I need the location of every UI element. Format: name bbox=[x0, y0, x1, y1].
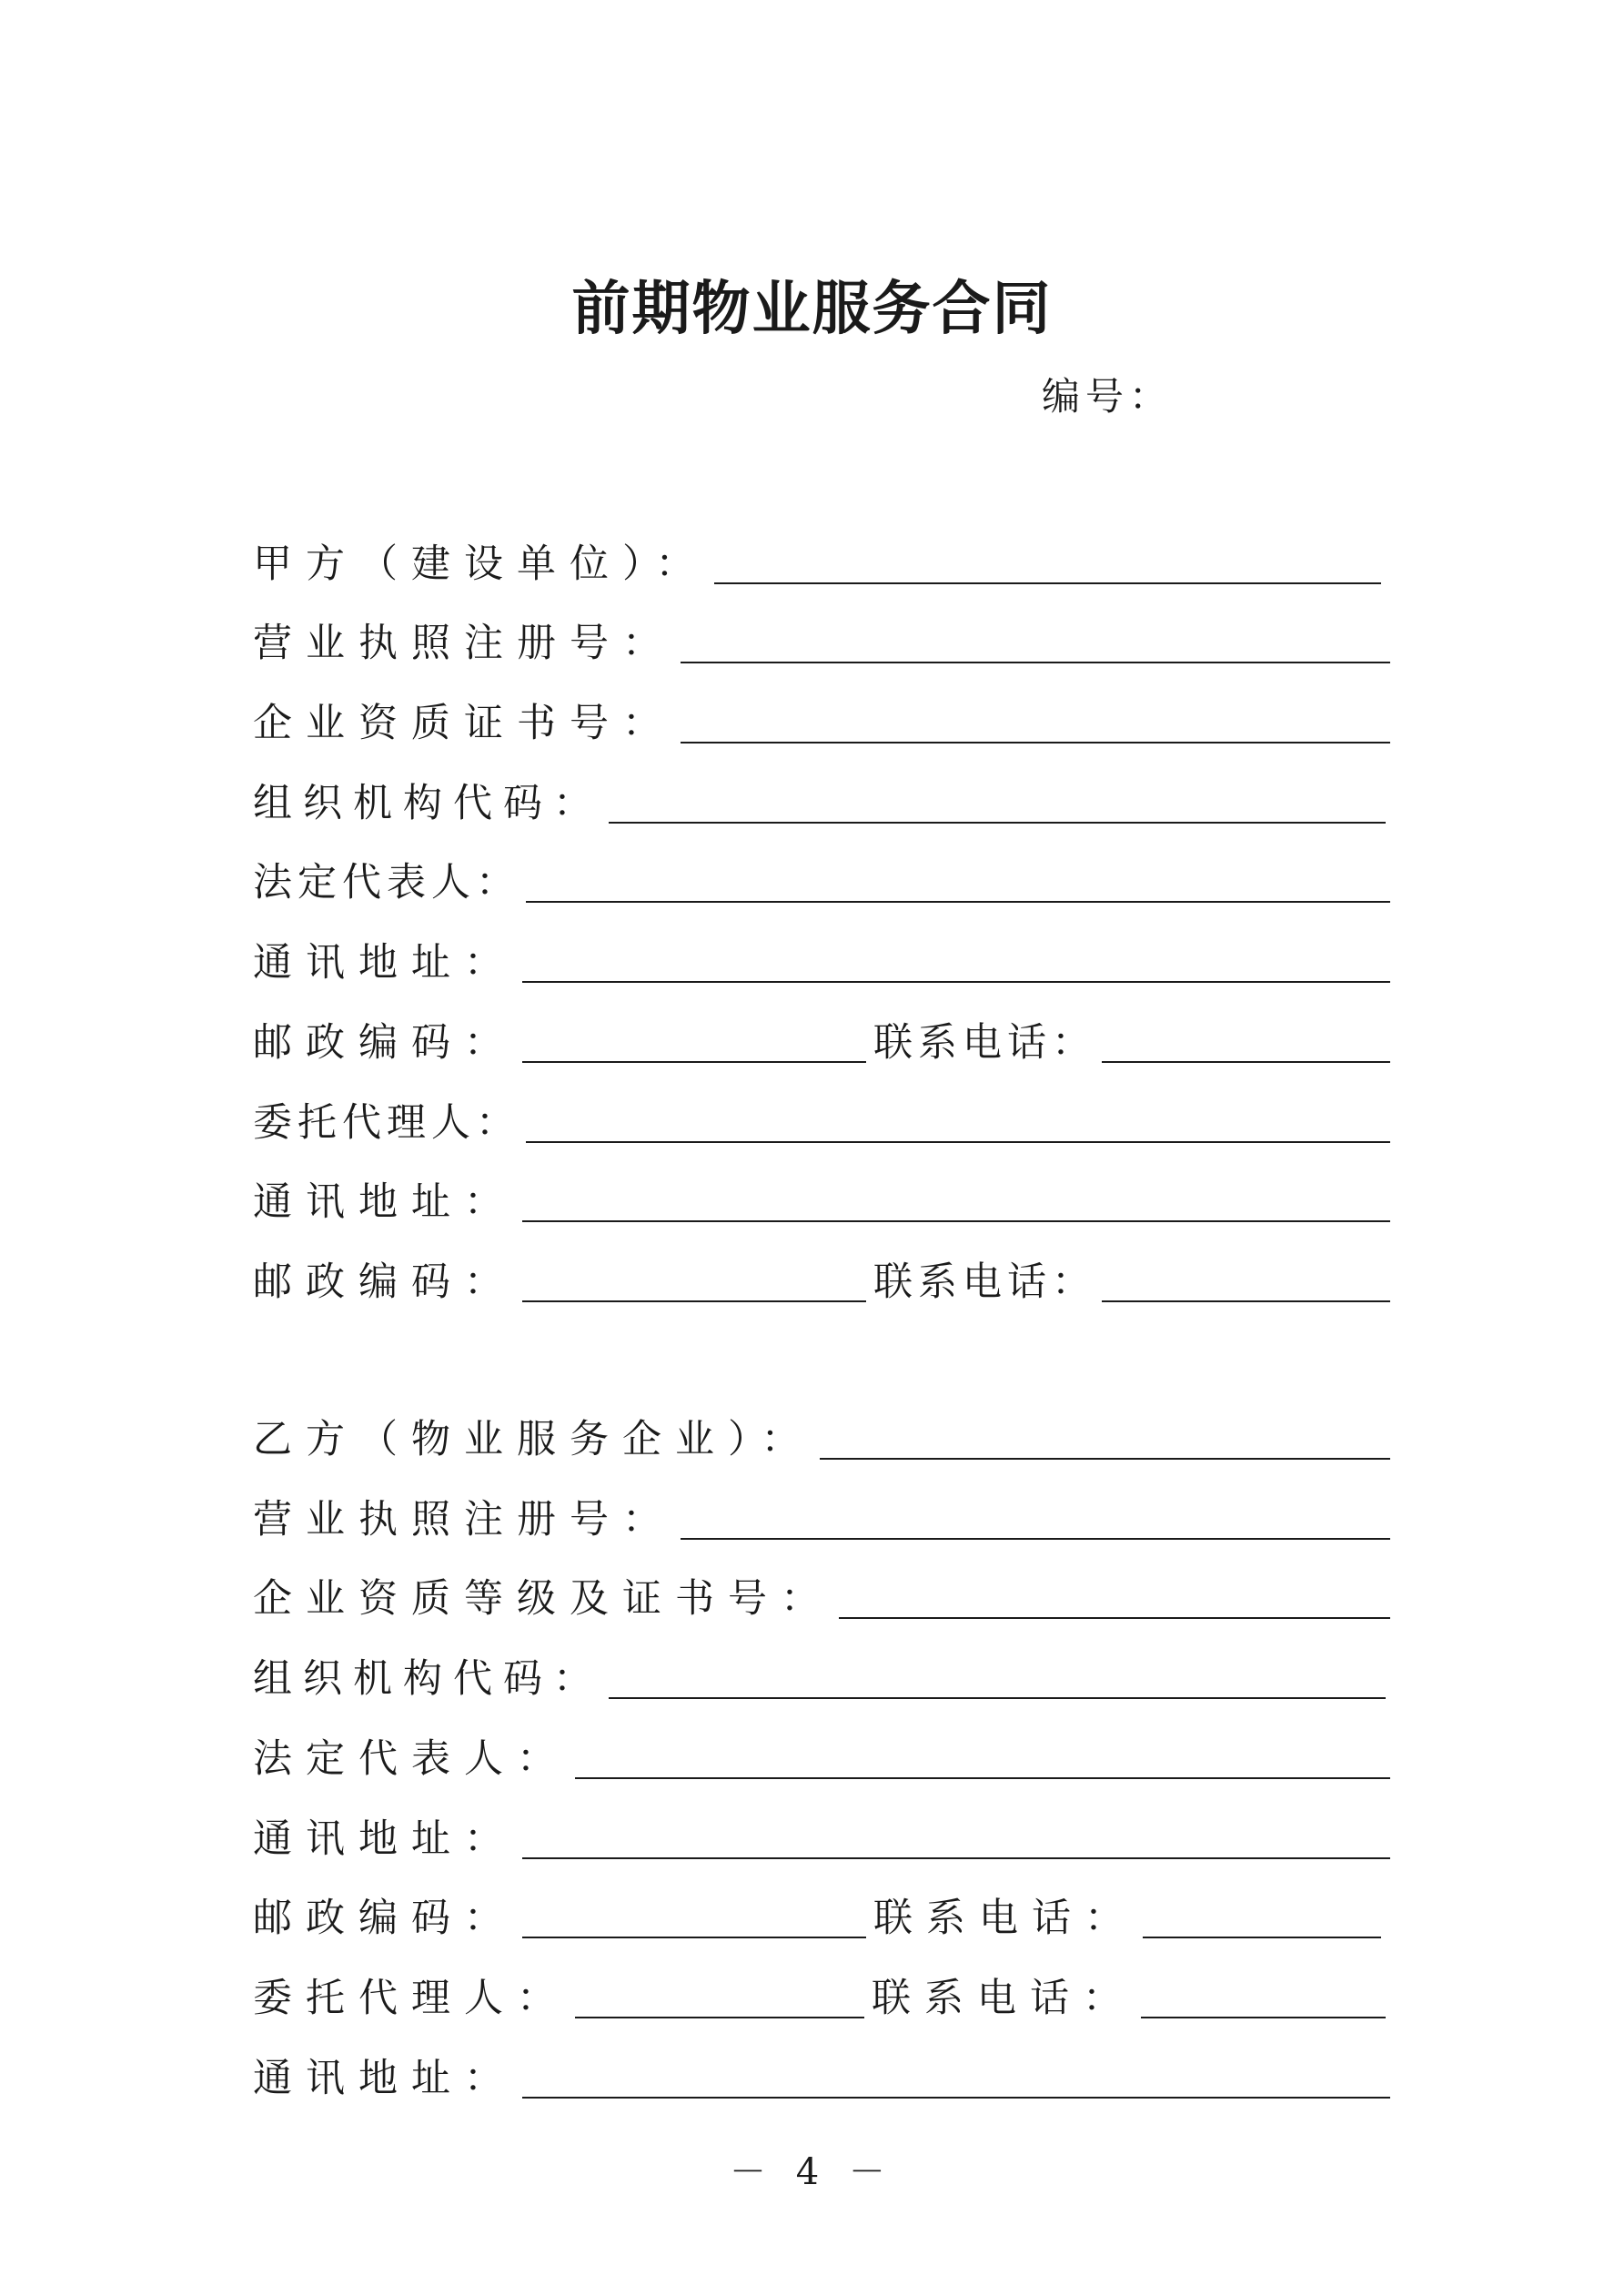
party-a-agent-label: 委托代理人： bbox=[253, 1100, 520, 1146]
party-a-name-row bbox=[253, 537, 1390, 592]
party-b-address-blank[interactable] bbox=[522, 1857, 1390, 1859]
party-a-qualification-blank[interactable] bbox=[681, 742, 1390, 743]
party-a-agent-phone-label: 联系电话： bbox=[873, 1259, 1096, 1305]
party-b-postcode-label: 邮政编码： bbox=[253, 1896, 517, 1941]
party-a-license-label: 营业执照注册号： bbox=[253, 621, 675, 666]
party-a-legal-rep-label: 法定代表人： bbox=[253, 860, 520, 905]
party-b-qualification-row bbox=[253, 1572, 1390, 1626]
party-b-qualification-blank[interactable] bbox=[839, 1617, 1390, 1619]
party-b-qualification-label: 企业资质等级及证书号： bbox=[253, 1576, 833, 1622]
party-a-postcode-blank[interactable] bbox=[522, 1061, 866, 1063]
party-a-postcode-label: 邮政编码： bbox=[253, 1020, 517, 1066]
party-a-legal-rep-blank[interactable] bbox=[526, 901, 1390, 903]
party-a-phone-label: 联系电话： bbox=[873, 1020, 1096, 1066]
party-b-agent-phone-blank[interactable] bbox=[1141, 2017, 1386, 2018]
party-a-address-row bbox=[253, 936, 1390, 990]
party-b-agent-label: 委托代理人： bbox=[253, 1976, 570, 2021]
party-b-license-label: 营业执照注册号： bbox=[253, 1497, 675, 1542]
party-b-name-blank[interactable] bbox=[820, 1458, 1391, 1460]
party-b-agent-phone-label: 联系电话： bbox=[872, 1976, 1135, 2021]
party-b-name-row bbox=[253, 1412, 1390, 1467]
party-a-agent-blank[interactable] bbox=[526, 1141, 1390, 1143]
party-a-agent-postcode-label: 邮政编码： bbox=[253, 1259, 517, 1305]
party-a-agent-address-blank[interactable] bbox=[522, 1220, 1390, 1222]
party-a-agent-address-label: 通讯地址： bbox=[253, 1179, 517, 1225]
party-a-legal-rep-row bbox=[253, 855, 1390, 910]
party-a-address-label: 通讯地址： bbox=[253, 940, 517, 986]
contract-number-label: 编号： bbox=[1042, 374, 1174, 419]
party-b-org-code-blank[interactable] bbox=[609, 1697, 1386, 1699]
party-b-agent-address-blank[interactable] bbox=[522, 2097, 1390, 2099]
party-a-license-blank[interactable] bbox=[681, 662, 1390, 663]
party-a-agent-postcode-blank[interactable] bbox=[522, 1300, 866, 1302]
party-b-address-label: 通讯地址： bbox=[253, 1816, 517, 1862]
party-a-postcode-phone-row bbox=[253, 1016, 1390, 1070]
party-a-name-label: 甲方（建设单位）： bbox=[253, 541, 709, 587]
party-a-org-code-label: 组织机构代码： bbox=[253, 781, 603, 826]
party-b-org-code-label: 组织机构代码： bbox=[253, 1656, 603, 1702]
party-b-license-row bbox=[253, 1492, 1390, 1547]
party-b-agent-blank[interactable] bbox=[575, 2017, 864, 2018]
party-a-agent-postcode-phone-row bbox=[253, 1255, 1390, 1310]
party-b-phone-blank[interactable] bbox=[1143, 1937, 1381, 1938]
party-a-address-blank[interactable] bbox=[522, 981, 1390, 983]
party-b-license-blank[interactable] bbox=[681, 1538, 1390, 1540]
party-a-name-blank[interactable] bbox=[714, 582, 1382, 584]
party-a-qualification-row bbox=[253, 696, 1390, 751]
party-a-agent-address-row bbox=[253, 1175, 1390, 1229]
party-b-agent-address-row bbox=[253, 2051, 1390, 2106]
party-a-agent-phone-blank[interactable] bbox=[1102, 1300, 1390, 1302]
party-b-address-row bbox=[253, 1812, 1390, 1866]
party-b-org-code-row bbox=[253, 1652, 1390, 1706]
party-b-postcode-blank[interactable] bbox=[522, 1937, 866, 1938]
party-a-license-row bbox=[253, 616, 1390, 671]
party-b-name-label: 乙方（物业服务企业）： bbox=[253, 1417, 814, 1462]
page-number: － 4 － bbox=[730, 2151, 894, 2193]
party-a-org-code-blank[interactable] bbox=[609, 822, 1386, 824]
party-a-qualification-label: 企业资质证书号： bbox=[253, 701, 675, 746]
party-b-legal-rep-row bbox=[253, 1732, 1390, 1786]
party-b-agent-phone-row bbox=[253, 1971, 1390, 2026]
party-b-postcode-phone-row bbox=[253, 1891, 1390, 1946]
contract-title: 前期物业服务合同 bbox=[571, 276, 1053, 343]
party-a-phone-blank[interactable] bbox=[1102, 1061, 1390, 1063]
party-a-agent-row bbox=[253, 1096, 1390, 1150]
party-b-legal-rep-blank[interactable] bbox=[575, 1777, 1390, 1779]
party-b-agent-address-label: 通讯地址： bbox=[253, 2056, 517, 2101]
party-b-phone-label: 联系电话： bbox=[873, 1896, 1137, 1941]
party-b-legal-rep-label: 法定代表人： bbox=[253, 1736, 570, 1782]
party-a-org-code-row bbox=[253, 776, 1390, 831]
